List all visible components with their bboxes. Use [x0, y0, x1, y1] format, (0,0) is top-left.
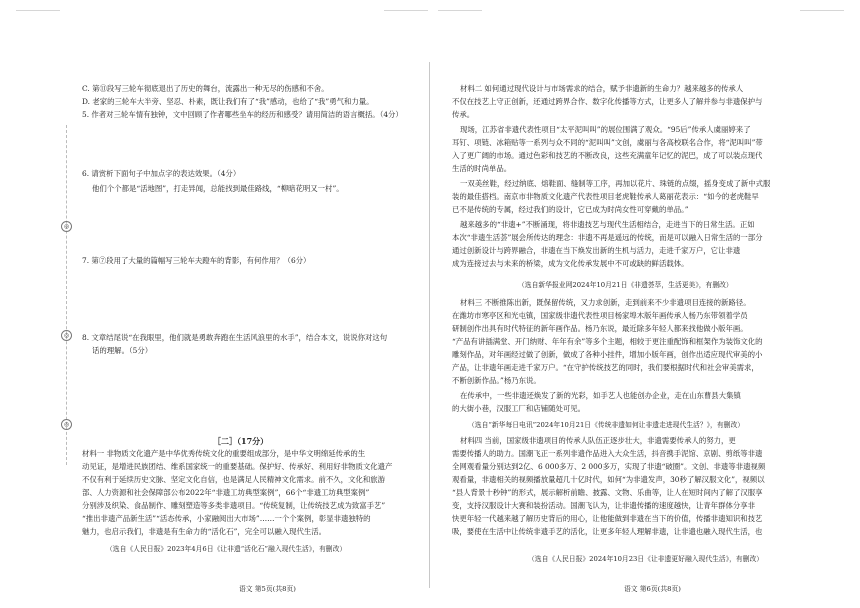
material-3-line: 在潍坊市寒亭区和光屯镇，国家级非遗代表性项目杨家埠木版年画传承人杨乃东带领着学员: [452, 311, 748, 320]
question-6-quote: 他们个个都是“活地图”，打走异闻，总能找到最佳路线，“柳暗花明又一村”。: [92, 184, 344, 193]
material-3-line: 产品，让非遗年画走进千家万户。“在守护传统技艺的同时，我们要根据时代和社会审美需求，: [452, 363, 759, 372]
option-c: C. 第⑪段写三轮车彻底退出了历史的舞台，流露出一种无尽的伤感和不舍。: [82, 84, 329, 93]
material-2-line: 越来越多的“非遗+”不断涌现，将非遗技艺与现代生活相结合，走进当下的日常生活。正如: [460, 220, 755, 229]
material-2-line: 现场，江苏省非遗代表性项目“太平泥叫叫”的展位围满了观众。“95后”传承人虞丽婷来了: [460, 125, 751, 134]
binding-hole-icon: ◎: [61, 330, 72, 341]
material-3-line: 雕刻作品，对年画经过做了创新，做成了各种小挂件，增加小版年画，创作出适应现代审美的小: [452, 350, 763, 359]
material-1-line: 部、人力资源和社会保障部公布2022年“非遗工坊典型案例”，66个“非遗工坊典型案例”: [82, 488, 370, 497]
material-4-line: 材料四 当前，国家级非遗项目的传承人队伍正逐步壮大，非遗需要传承人的努力，更: [460, 436, 736, 445]
material-4-line: 吸，要使在生活中让传统非遗手艺的活化，让更多年轻人理解非遗，让非遗也融入现代生活，也: [452, 527, 763, 536]
section-title: ［二］（17分）: [213, 436, 269, 446]
question-5: 5. 作者对三轮车情有独钟，文中回顾了作者哪些坐车的经历和感受？请用简洁的语言概括。（4分）: [82, 110, 403, 119]
material-4-line: 观看量，非遗相关的视频播放量超几十亿时代，如何“为非遗发声，30秒了解汉服文化”，视频以: [452, 475, 765, 484]
material-3-line: 材料三 不断推陈出新，既保留传统，又力求创新，走到前来不少非遗项目连接的新路径。: [460, 298, 751, 307]
material-1-line: 魅力，也启示我们，非遗是有生命力的“活化石”，完全可以融入现代生活。: [82, 527, 327, 536]
right-page: [430, 0, 860, 608]
material-2-line: 一双美丝鞋，经过纳底、熔鞋面、缝制等工序，再加以花片、珠链的点缀，摇身变成了新中式服: [460, 179, 771, 188]
material-1-line: 分别涉及织染、食品制作、雕刻塑造等多类非遗项目。“传统复制，让传统技艺成为致富手艺”: [82, 501, 386, 510]
material-2-line: 生活的时尚单品。: [452, 164, 512, 173]
binding-hole-icon: ◎: [61, 419, 72, 430]
material-2-line: 通过创新设计与跨界融合，非遗在当下焕发出新的生机与活力，走进千家万户，它让非遗: [452, 246, 741, 255]
page-footer: 语文 第6页(共8页): [624, 585, 681, 593]
material-4-line: 快更年轻一代越来越了解历史背后的用心，让他能做到非遗在当下的价值，传播非遗知识和技艺: [452, 514, 763, 523]
page-footer: 语文 第5页(共8页): [239, 585, 296, 593]
material-3-source: （选自“新华每日电讯”2024年10月21日《传统非遗如何让非遗走进现代生活？》，有删改）: [468, 421, 745, 429]
question-7: 7. 第⑦段用了大量的篇幅写三轮车夫蹬车的背影，有何作用？（6分）: [82, 256, 311, 265]
material-2-line: 装的最佳搭档。南京市非物质文化遗产代表性项目老虎鞋传承人葛丽花表示：“如今的老虎鞋早: [452, 192, 759, 201]
material-2-line: 成为连接过去与未来的桥梁，成为文化传承发展中不可或缺的鲜活载体。: [452, 259, 689, 268]
material-3-line: “产品有讲插满堂、开门纳财、年年有余”等多个主题，相较于更注重配饰和框架作为装饰文化的: [452, 337, 763, 346]
material-4-line: 需要传播人的助力。国潮飞正一系列非遗作品进入大众生活，抖音携手泥馆、京剧、剪纸等非遗: [452, 449, 763, 458]
material-2-line: 入了更广阔的市场。通过色彩和技艺的不断改良，这些充满童年记忆的泥巴，成了可以装点现代: [452, 151, 763, 160]
material-2-line: 耳钉、项链、冰箱贴等一系列与众不同的“泥叫叫”文创，虞丽与各高校联名合作，将“泥叫叫”带: [452, 138, 763, 147]
material-4-line: 全网观看量分别达到2亿、6 000多万、2 000多万，实现了非遗“破圈”。文创、非遗等非遗视频: [452, 462, 766, 471]
material-2-line: 材料二 如何通过现代设计与市场需求的结合，赋予非遗新的生命力？越来越多的传承人: [460, 84, 744, 93]
binding-dash-line: [66, 125, 67, 465]
question-8-line1: 8. 文章结尾说“在我眼里，他们就是勇敢奔跑在生活风浪里的水手”，结合本文，说说你对这句: [82, 333, 388, 342]
material-2-line: 不仅在技艺上守正创新，还通过跨界合作、数字化传播等方式，让更多人了解并参与非遗保护与: [452, 97, 763, 106]
material-4-line: “县人背景十秒钟”的形式，展示解析前瞻、披露、文物、乐曲等，让人在短时间内了解了汉服享: [452, 488, 763, 497]
material-1-line: “推出非遗产品新生活”“活态传承，小家融阅出大市场”……一个个案例，彰显非遗独特的: [82, 514, 371, 523]
material-2-line: 本次“非遗生活荟”展会所传达的理念：非遗不再是遥远的传统，而是可以融入日常生活的一部分: [452, 233, 763, 242]
material-2-source: （选自新华报业网2024年10月21日《非遗荟萃，生活更美》，有删改）: [518, 281, 733, 289]
material-3-line: 的大街小巷，汉服工厂和店铺随处可见。: [452, 404, 586, 413]
material-1-line: 动见证，是增进民族团结、维系国家统一的重要基础。保护好、传承好、利用好非物质文化遗产: [82, 462, 393, 471]
option-d: D. 老家的三轮车大半旁、坚忍、朴素，既让我们有了“我”感动，也给了“我”勇气和力量。: [82, 97, 374, 106]
material-4-line: 变，支持汉服设计大赛和装扮活动。国潮飞认为，让非遗传播的速度越快，让青年群体分享非: [452, 501, 756, 510]
material-3-line: 在传承中，一些非遗还焕发了新的光彩，如手艺人也能创办企业，走在山东曹县大集镇: [460, 391, 741, 400]
material-2-line: 传承。: [452, 110, 475, 119]
material-3-line: 研制创作出具有时代特征的新年画作品。杨乃东说，最近除多年轻人都来找他做小版年画。: [452, 324, 748, 333]
material-2-line: 已不是传统的专属，经过我们的设计，它已成为时尚女性可穿戴的单品。”: [452, 205, 689, 214]
binding-hole-icon: ◎: [61, 221, 72, 232]
question-6: 6. 请赏析下面句子中加点字的表达效果。（4分）: [82, 169, 241, 178]
question-8-line2: 话的理解。（5分）: [92, 346, 153, 355]
material-4-source: （选自《人民日报》2024年10月23日《让非遗更好融入现代生活》，有删改）: [528, 555, 764, 563]
material-3-line: 不断创新作品。”杨乃东说。: [452, 376, 541, 385]
material-1-line: 材料一 非物质文化遗产是中华优秀传统文化的重要组成部分，是中华文明绵延传承的生: [82, 449, 366, 458]
material-1-line: 不仅有利于延续历史文脉、坚定文化自信，也是满足人民精神文化需求。前不久，文化和旅游: [82, 475, 386, 484]
material-1-source: （选自《人民日报》2023年4月6日《让非遗“活化石”融入现代生活》，有删改）: [106, 545, 347, 553]
